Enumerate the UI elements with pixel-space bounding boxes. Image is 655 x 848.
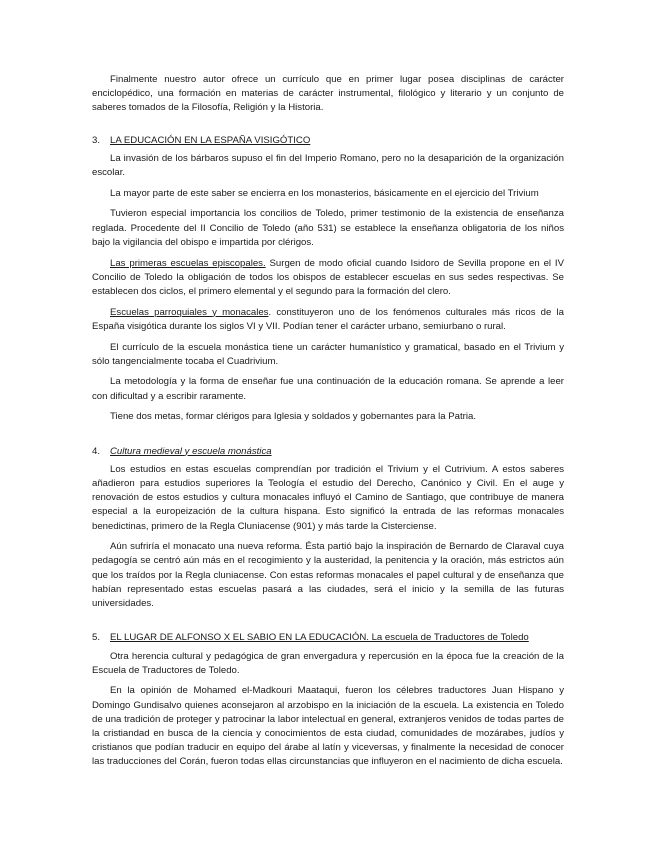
section-3-paragraph-8: Tiene dos metas, formar clérigos para Iglesia y soldados y gobernantes para la Patria. bbox=[110, 411, 476, 423]
section-3-paragraph-3: Tuvieron especial importancia los concilios de Toledo, primer testimonio de la existencia de enseñanza reglada. Procedente del II Concilio de Toledo (año 531) se establece la enseñanza obligatoria de los niños bajo la vigilancia del obispo e impartida por clérigos. bbox=[92, 208, 564, 248]
section-5-paragraph-2: En la opinión de Mohamed el-Madkouri Maataqui, fueron los célebres traductores Juan Hispano y Domingo Gundisalvo quienes aconsejaron al arzobispo en la iniciación de la escuela. La existencia en Toledo de una tradición de proteger y patrocinar la labor intelectual en general, extranjeros venidos de todas partes de la cristiandad en busca de la ciencia y conocimientos de esta ciudad, comunidades de mozárabes, judíos y cristianos que podían traducir en equipo del árabe al latín y viceversas, y finalmente la necesidad de conocer las traducciones del Corán, fueron todas ellas circunstancias que influyeron en el nacimiento de dicha escuela. bbox=[92, 685, 564, 768]
section-4-number: 4. bbox=[92, 445, 101, 457]
section-3-paragraph-5 bbox=[92, 306, 564, 334]
section-3-number: 3. bbox=[92, 134, 101, 146]
section-4-heading bbox=[92, 445, 564, 459]
section-3-paragraph-6: El currículo de la escuela monástica tiene un carácter humanístico y gramatical, basado en el Trivium y sólo tangencialmente tocaba el Cuadrivium. bbox=[92, 341, 564, 367]
section-5-heading bbox=[92, 631, 564, 645]
intro-paragraph: Finalmente nuestro autor ofrece un currículo que en primer lugar posea disciplinas de carácter enciclopédico, una formación en materias de carácter instrumental, filológico y literario y un conjunto de saberes tomados de la Filosofía, Religión y la Historia. bbox=[92, 74, 564, 114]
section-5-paragraph-1: Otra herencia cultural y pedagógica de gran envergadura y repercusión en la época fue la creación de la Escuela de Traductores de Toledo. bbox=[92, 650, 564, 676]
episcopal-schools-label: Las primeras escuelas episcopales. bbox=[110, 257, 266, 269]
section-3-paragraph-4 bbox=[92, 257, 564, 300]
episcopal-schools-text: Surgen de modo oficial cuando Isidoro de Sevilla propone en el IV Concilio de Toledo la obligación de todos los obispos de establecer escuelas en sus sedes respectivas. Se establecen dos ciclos, el primero elemental y el segundo para la formación del clero. bbox=[92, 257, 564, 297]
section-3-paragraph-7: La metodología y la forma de enseñar fue una continuación de la educación romana. Se aprende a leer con dificultad y a escribir raramente. bbox=[92, 376, 564, 402]
section-3-paragraph-1: La invasión de los bárbaros supuso el fin del Imperio Romano, pero no la desaparición de la organización escolar. bbox=[92, 152, 564, 179]
section-4-paragraph-2: Aún sufriría el monacato una nueva reforma. Ésta partió bajo la inspiración de Bernardo de Claraval cuya pedagogía se centró aún más en el recogimiento y la austeridad, la penitencia y la oración, más estrictos aún que los traídos por la Regla cluniacense. Con estas reformas monacales el papel cultural y de enseñanza que habían representado estas escuelas pasará a las ciudades, será el inicio y la semilla de las futuras universidades. bbox=[92, 541, 564, 610]
section-4-title: Cultura medieval y escuela monástica bbox=[110, 445, 272, 457]
section-5-number: 5. bbox=[92, 632, 101, 644]
document-body bbox=[92, 73, 564, 770]
section-3-paragraph-2: La mayor parte de este saber se encierra en los monasterios, básicamente en el ejercicio del Trivium bbox=[110, 187, 539, 199]
parish-schools-label: Escuelas parroquiales y monacales bbox=[110, 306, 269, 318]
section-4-paragraph-1: Los estudios en estas escuelas comprendían por tradición el Trivium y el Cutrivium. A estos saberes añadieron para estudios superiores la Teología el estudio del Derecho, Canónico y Civil. En el auge y renovación de estos estudios y cultura monacales influyó el Camino de Santiago, que contribuye de manera especial a la europeización de la cultura hispana. Esto significó la entrada de las reformas monacales benedictinas, primero de la Regla Cluniacense (901) y más tarde la Cisterciense. bbox=[92, 463, 564, 532]
section-3-heading bbox=[92, 134, 564, 148]
section-3-title: LA EDUCACIÓN EN LA ESPAÑA VISIGÓTICO bbox=[110, 134, 311, 146]
section-5-title: EL LUGAR DE ALFONSO X EL SABIO EN LA EDUCACIÓN. La escuela de Traductores de Toledo bbox=[110, 632, 529, 644]
parish-schools-text: . constituyeron uno de los fenómenos culturales más ricos de la España visigótica durante los siglos VI y VII. Podían tener el carácter urbano, semiurbano o rural. bbox=[92, 306, 564, 332]
